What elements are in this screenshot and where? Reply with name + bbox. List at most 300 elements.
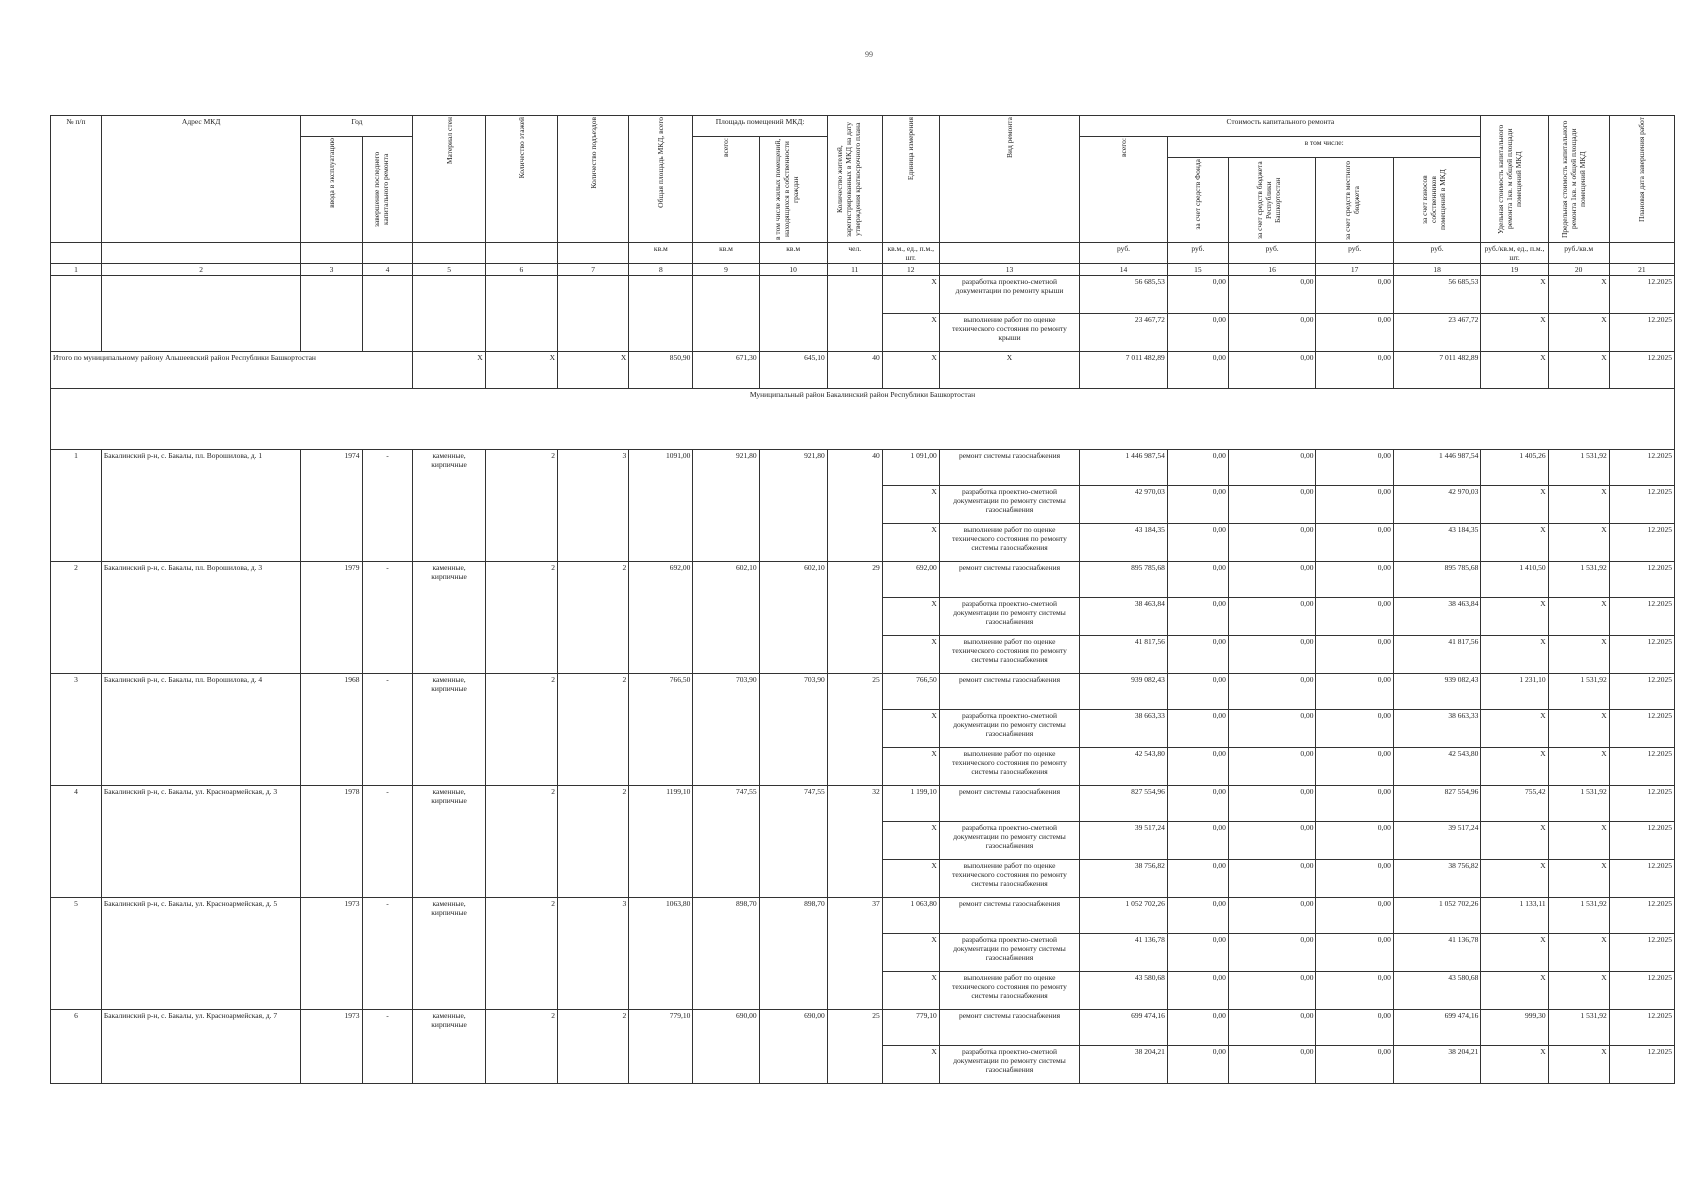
unit-cell: X	[882, 860, 939, 898]
cost-cell-mc: 1 531,92	[1548, 562, 1609, 598]
unit-cell: кв.м., ед., п.м., шт.	[882, 243, 939, 264]
cost-cell-date: 12.2025	[1609, 524, 1674, 562]
unit-cell: 1 199,10	[882, 786, 939, 822]
year-last-repair: -	[362, 450, 413, 562]
units-row	[51, 243, 1675, 264]
cost-cell-date: 12.2025	[1609, 822, 1674, 860]
col-number: 9	[693, 264, 759, 276]
cost-cell-rep: 0,00	[1228, 748, 1316, 786]
cost-cell-date: 12.2025	[1609, 674, 1674, 710]
page-number: 99	[865, 50, 873, 59]
col-number: 6	[485, 264, 557, 276]
total-cell-total: 7 011 482,89	[1080, 352, 1168, 389]
cost-cell-mc: X	[1548, 636, 1609, 674]
cost-cell-total: 38 663,33	[1080, 710, 1168, 748]
cost-cell-rep: 0,00	[1228, 898, 1316, 934]
unit-cell: руб.	[1228, 243, 1316, 264]
cost-cell-fund: 0,00	[1167, 276, 1228, 314]
cost-cell-uc: 999,30	[1481, 1010, 1548, 1046]
cost-cell-rep: 0,00	[1228, 314, 1316, 352]
cost-cell-date: 12.2025	[1609, 748, 1674, 786]
cost-cell-total: 38 463,84	[1080, 598, 1168, 636]
cost-cell-total: 43 580,68	[1080, 972, 1168, 1010]
residents-count: 32	[827, 786, 882, 898]
col-date-header: Плановая дата завершения работ	[1609, 116, 1674, 243]
cost-cell-fund: 0,00	[1167, 1046, 1228, 1084]
unit-cell: X	[882, 934, 939, 972]
unit-cell: X	[882, 598, 939, 636]
cost-cell-fund: 0,00	[1167, 822, 1228, 860]
house-number: 3	[51, 674, 102, 786]
house-address: Бакалинский р-н, с. Бакалы, пл. Ворошилова, д. 3	[101, 562, 301, 674]
cost-cell-fund: 0,00	[1167, 636, 1228, 674]
cost-cell-date: 12.2025	[1609, 860, 1674, 898]
col-num-header: № п/п	[51, 116, 102, 243]
wall-material: каменные, кирпичные	[413, 674, 485, 786]
repair-type-cell: ремонт системы газоснабжения	[939, 674, 1080, 710]
area-residential: 602,10	[759, 562, 827, 674]
col-year-group-header: Год	[301, 116, 413, 137]
col-number: 12	[882, 264, 939, 276]
cost-cell-date: 12.2025	[1609, 486, 1674, 524]
cost-cell-rep: 0,00	[1228, 450, 1316, 486]
year-commission: 1973	[301, 1010, 362, 1084]
unit-cell: 692,00	[882, 562, 939, 598]
year-last-repair: -	[362, 1010, 413, 1084]
table-row	[51, 674, 1675, 710]
cost-cell-mc: X	[1548, 748, 1609, 786]
cost-cell-fund: 0,00	[1167, 450, 1228, 486]
cost-cell-local: 0,00	[1316, 860, 1393, 898]
col-local-header: за счет средств местного бюджета	[1316, 158, 1393, 243]
house-number: 6	[51, 1010, 102, 1084]
year-commission: 1978	[301, 786, 362, 898]
cost-cell-fund: 0,00	[1167, 934, 1228, 972]
cost-cell-local: 0,00	[1316, 822, 1393, 860]
repair-type-cell: ремонт системы газоснабжения	[939, 562, 1080, 598]
cost-cell-total: 41 817,56	[1080, 636, 1168, 674]
cost-cell-rep: 0,00	[1228, 562, 1316, 598]
unit-cell: X	[882, 636, 939, 674]
total-cell-uc: X	[1481, 352, 1548, 389]
total-cell-date: 12.2025	[1609, 352, 1674, 389]
area-residential: 898,70	[759, 898, 827, 1010]
entrances-count: 2	[558, 1010, 629, 1084]
unit-cell: X	[882, 972, 939, 1010]
cost-cell-uc: X	[1481, 860, 1548, 898]
house-number: 4	[51, 786, 102, 898]
cost-cell-fund: 0,00	[1167, 898, 1228, 934]
col-repair-type-header: Вид ремонта	[939, 116, 1080, 243]
unit-cell: 779,10	[882, 1010, 939, 1046]
total-area: 692,00	[629, 562, 693, 674]
cost-cell-uc: X	[1481, 822, 1548, 860]
house-address: Бакалинский р-н, с. Бакалы, ул. Красноармейская, д. 5	[101, 898, 301, 1010]
cost-cell-rep: 0,00	[1228, 710, 1316, 748]
total-cell-entr: X	[558, 352, 629, 389]
col-number: 4	[362, 264, 413, 276]
unit-cell: руб./кв.м, ед., п.м., шт.	[1481, 243, 1548, 264]
col-max-cost-header: Предельная стоимость капитального ремонта 1кв. м общей площади помещений МКД	[1548, 116, 1609, 243]
cost-cell-date: 12.2025	[1609, 934, 1674, 972]
unit-cell: X	[882, 486, 939, 524]
total-cell-unit: X	[882, 352, 939, 389]
unit-cell: X	[882, 276, 939, 314]
col-wall-header: Материал стен	[413, 116, 485, 243]
empty-cell	[485, 276, 557, 352]
cost-cell-mc: X	[1548, 710, 1609, 748]
col-cost-group-header: Стоимость капитального ремонта	[1080, 116, 1481, 137]
area-residential: 690,00	[759, 1010, 827, 1084]
cost-cell-uc: X	[1481, 1046, 1548, 1084]
wall-material: каменные, кирпичные	[413, 562, 485, 674]
year-commission: 1968	[301, 674, 362, 786]
cost-cell-fund: 0,00	[1167, 524, 1228, 562]
cost-cell-date: 12.2025	[1609, 786, 1674, 822]
total-area: 779,10	[629, 1010, 693, 1084]
empty-cell	[759, 276, 827, 352]
area-residential: 921,80	[759, 450, 827, 562]
cost-cell-mc: 1 531,92	[1548, 450, 1609, 486]
cost-cell-uc: X	[1481, 710, 1548, 748]
empty-cell	[693, 276, 759, 352]
floors-count: 2	[485, 562, 557, 674]
cost-cell-mc: X	[1548, 972, 1609, 1010]
residents-count: 25	[827, 674, 882, 786]
total-area: 1063,80	[629, 898, 693, 1010]
wall-material: каменные, кирпичные	[413, 1010, 485, 1084]
house-address: Бакалинский р-н, с. Бакалы, ул. Красноармейская, д. 7	[101, 1010, 301, 1084]
cost-cell-total: 895 785,68	[1080, 562, 1168, 598]
total-cell-work: X	[939, 352, 1080, 389]
unit-cell	[939, 243, 1080, 264]
col-incl-header: в том числе:	[1167, 137, 1481, 158]
cost-cell-date: 12.2025	[1609, 710, 1674, 748]
repair-type-cell: выполнение работ по оценке технического состояния по ремонту системы газоснабжения	[939, 972, 1080, 1010]
entrances-count: 3	[558, 450, 629, 562]
unit-cell	[101, 243, 301, 264]
area-all: 921,80	[693, 450, 759, 562]
col-number: 20	[1548, 264, 1609, 276]
table-row	[51, 562, 1675, 598]
cost-cell-rep: 0,00	[1228, 934, 1316, 972]
total-area: 1199,10	[629, 786, 693, 898]
cost-cell-local: 0,00	[1316, 598, 1393, 636]
cost-cell-mc: X	[1548, 524, 1609, 562]
repair-type-cell: разработка проектно-сметной документации по ремонту крыши	[939, 276, 1080, 314]
table-row	[51, 450, 1675, 486]
repair-type-cell: ремонт системы газоснабжения	[939, 450, 1080, 486]
cost-cell-mc: X	[1548, 598, 1609, 636]
cost-cell-fund: 0,00	[1167, 562, 1228, 598]
cost-cell-total: 1 446 987,54	[1080, 450, 1168, 486]
empty-cell	[362, 276, 413, 352]
area-residential: 747,55	[759, 786, 827, 898]
col-address-header: Адрес МКД	[101, 116, 301, 243]
unit-cell: X	[882, 710, 939, 748]
col-number: 19	[1481, 264, 1548, 276]
cost-cell-owners: 1 052 702,26	[1393, 898, 1481, 934]
col-number: 2	[101, 264, 301, 276]
area-residential: 703,90	[759, 674, 827, 786]
year-last-repair: -	[362, 674, 413, 786]
unit-cell: 1 063,80	[882, 898, 939, 934]
entrances-count: 3	[558, 898, 629, 1010]
cost-cell-uc: 1 410,50	[1481, 562, 1548, 598]
cost-cell-fund: 0,00	[1167, 710, 1228, 748]
cost-cell-uc: 1 133,11	[1481, 898, 1548, 934]
unit-cell: руб.	[1080, 243, 1168, 264]
repair-type-cell: выполнение работ по оценке технического состояния по ремонту системы газоснабжения	[939, 748, 1080, 786]
cost-cell-date: 12.2025	[1609, 898, 1674, 934]
cost-cell-owners: 23 467,72	[1393, 314, 1481, 352]
repair-type-cell: разработка проектно-сметной документации по ремонту системы газоснабжения	[939, 822, 1080, 860]
cost-cell-uc: X	[1481, 314, 1548, 352]
residents-count: 37	[827, 898, 882, 1010]
cost-cell-fund: 0,00	[1167, 598, 1228, 636]
col-total-area-header: Общая площадь МКД, всего	[629, 116, 693, 243]
repair-type-cell: разработка проектно-сметной документации по ремонту системы газоснабжения	[939, 1046, 1080, 1084]
cost-cell-owners: 1 446 987,54	[1393, 450, 1481, 486]
area-all: 703,90	[693, 674, 759, 786]
cost-cell-local: 0,00	[1316, 898, 1393, 934]
cost-cell-owners: 827 554,96	[1393, 786, 1481, 822]
year-commission: 1973	[301, 898, 362, 1010]
cost-cell-rep: 0,00	[1228, 524, 1316, 562]
cost-cell-total: 43 184,35	[1080, 524, 1168, 562]
entrances-count: 2	[558, 674, 629, 786]
cost-cell-total: 41 136,78	[1080, 934, 1168, 972]
house-address: Бакалинский р-н, с. Бакалы, ул. Красноармейская, д. 3	[101, 786, 301, 898]
wall-material: каменные, кирпичные	[413, 898, 485, 1010]
unit-cell	[413, 243, 485, 264]
cost-cell-fund: 0,00	[1167, 786, 1228, 822]
total-cell-residents: 40	[827, 352, 882, 389]
unit-cell: X	[882, 524, 939, 562]
wall-material: каменные, кирпичные	[413, 786, 485, 898]
cost-cell-date: 12.2025	[1609, 562, 1674, 598]
cost-cell-rep: 0,00	[1228, 822, 1316, 860]
cost-cell-local: 0,00	[1316, 276, 1393, 314]
year-last-repair: -	[362, 786, 413, 898]
cost-cell-rep: 0,00	[1228, 276, 1316, 314]
col-area-res-header: в том числе жилых помещений, находящихся в собственности граждан	[759, 137, 827, 243]
unit-cell: 1 091,00	[882, 450, 939, 486]
unit-cell: чел.	[827, 243, 882, 264]
cost-cell-owners: 41 136,78	[1393, 934, 1481, 972]
cost-cell-local: 0,00	[1316, 1010, 1393, 1046]
cost-cell-rep: 0,00	[1228, 860, 1316, 898]
cost-cell-rep: 0,00	[1228, 486, 1316, 524]
cost-cell-mc: X	[1548, 1046, 1609, 1084]
unit-cell	[51, 243, 102, 264]
house-number: 5	[51, 898, 102, 1010]
entrances-count: 2	[558, 562, 629, 674]
residents-count: 29	[827, 562, 882, 674]
cost-cell-uc: X	[1481, 486, 1548, 524]
unit-cell	[362, 243, 413, 264]
repair-type-cell: ремонт системы газоснабжения	[939, 786, 1080, 822]
total-area: 766,50	[629, 674, 693, 786]
cost-cell-owners: 42 970,03	[1393, 486, 1481, 524]
cost-cell-local: 0,00	[1316, 748, 1393, 786]
cost-cell-owners: 38 204,21	[1393, 1046, 1481, 1084]
repair-type-cell: выполнение работ по оценке технического состояния по ремонту крыши	[939, 314, 1080, 352]
column-numbers-row	[51, 264, 1675, 276]
cost-cell-total: 827 554,96	[1080, 786, 1168, 822]
empty-cell	[301, 276, 362, 352]
cost-cell-mc: 1 531,92	[1548, 898, 1609, 934]
col-entrances-header: Количество подъездов	[558, 116, 629, 243]
unit-cell: руб./кв.м	[1548, 243, 1609, 264]
empty-cell	[51, 276, 102, 352]
repair-type-cell: разработка проектно-сметной документации по ремонту системы газоснабжения	[939, 486, 1080, 524]
col-area-all-header: всего:	[693, 137, 759, 243]
col-floors-header: Количество этажей	[485, 116, 557, 243]
cost-cell-local: 0,00	[1316, 314, 1393, 352]
col-number: 11	[827, 264, 882, 276]
unit-cell: 766,50	[882, 674, 939, 710]
empty-cell	[413, 276, 485, 352]
cost-cell-date: 12.2025	[1609, 598, 1674, 636]
table-body	[51, 276, 1675, 1084]
col-number: 10	[759, 264, 827, 276]
area-all: 690,00	[693, 1010, 759, 1084]
unit-cell: X	[882, 1046, 939, 1084]
cost-cell-fund: 0,00	[1167, 486, 1228, 524]
col-number: 21	[1609, 264, 1674, 276]
cost-cell-total: 39 517,24	[1080, 822, 1168, 860]
unit-cell: кв.м	[693, 243, 759, 264]
cost-cell-total: 38 756,82	[1080, 860, 1168, 898]
cost-cell-mc: X	[1548, 276, 1609, 314]
floors-count: 2	[485, 1010, 557, 1084]
cost-cell-mc: X	[1548, 822, 1609, 860]
area-all: 602,10	[693, 562, 759, 674]
repair-plan-table	[50, 115, 1675, 1084]
year-last-repair: -	[362, 898, 413, 1010]
cost-cell-mc: 1 531,92	[1548, 786, 1609, 822]
cost-cell-local: 0,00	[1316, 710, 1393, 748]
cost-cell-mc: X	[1548, 314, 1609, 352]
cost-cell-owners: 38 463,84	[1393, 598, 1481, 636]
repair-type-cell: выполнение работ по оценке технического состояния по ремонту системы газоснабжения	[939, 860, 1080, 898]
col-number: 1	[51, 264, 102, 276]
empty-cell	[629, 276, 693, 352]
unit-cell: кв.м	[759, 243, 827, 264]
col-number: 15	[1167, 264, 1228, 276]
floors-count: 2	[485, 450, 557, 562]
col-cost-total-header: всего:	[1080, 137, 1168, 243]
repair-type-cell: разработка проектно-сметной документации по ремонту системы газоснабжения	[939, 598, 1080, 636]
cost-cell-owners: 895 785,68	[1393, 562, 1481, 598]
cost-cell-total: 42 970,03	[1080, 486, 1168, 524]
col-fund-header: за счет средств Фонда	[1167, 158, 1228, 243]
total-cell-rep: 0,00	[1228, 352, 1316, 389]
total-cell-area_all: 671,30	[693, 352, 759, 389]
repair-type-cell: разработка проектно-сметной документации по ремонту системы газоснабжения	[939, 710, 1080, 748]
cost-cell-date: 12.2025	[1609, 314, 1674, 352]
cost-cell-uc: X	[1481, 934, 1548, 972]
col-number: 14	[1080, 264, 1168, 276]
unit-cell	[558, 243, 629, 264]
col-residents-header: Количество жителей, зарегистрированных в МКД на дату утверждения краткосрочного плана	[827, 116, 882, 243]
cost-cell-rep: 0,00	[1228, 674, 1316, 710]
total-area: 1091,00	[629, 450, 693, 562]
repair-type-cell: ремонт системы газоснабжения	[939, 898, 1080, 934]
cost-cell-total: 56 685,53	[1080, 276, 1168, 314]
unit-cell	[485, 243, 557, 264]
cost-cell-fund: 0,00	[1167, 1010, 1228, 1046]
repair-type-cell: выполнение работ по оценке технического состояния по ремонту системы газоснабжения	[939, 524, 1080, 562]
district-total-row	[51, 352, 1675, 389]
cost-cell-uc: X	[1481, 276, 1548, 314]
unit-cell: руб.	[1393, 243, 1481, 264]
cost-cell-uc: 1 231,10	[1481, 674, 1548, 710]
cost-cell-rep: 0,00	[1228, 786, 1316, 822]
cost-cell-fund: 0,00	[1167, 860, 1228, 898]
cost-cell-local: 0,00	[1316, 674, 1393, 710]
cost-cell-date: 12.2025	[1609, 1046, 1674, 1084]
cost-cell-total: 38 204,21	[1080, 1046, 1168, 1084]
cost-cell-local: 0,00	[1316, 524, 1393, 562]
cost-cell-rep: 0,00	[1228, 598, 1316, 636]
cost-cell-owners: 43 184,35	[1393, 524, 1481, 562]
total-cell-area_res: 645,10	[759, 352, 827, 389]
unit-cell	[301, 243, 362, 264]
cost-cell-date: 12.2025	[1609, 636, 1674, 674]
col-number: 3	[301, 264, 362, 276]
house-number: 2	[51, 562, 102, 674]
area-all: 747,55	[693, 786, 759, 898]
cost-cell-owners: 43 580,68	[1393, 972, 1481, 1010]
col-number: 8	[629, 264, 693, 276]
cost-cell-owners: 939 082,43	[1393, 674, 1481, 710]
cost-cell-total: 699 474,16	[1080, 1010, 1168, 1046]
col-number: 17	[1316, 264, 1393, 276]
cost-cell-local: 0,00	[1316, 450, 1393, 486]
repair-type-cell: выполнение работ по оценке технического состояния по ремонту системы газоснабжения	[939, 636, 1080, 674]
cost-cell-uc: 1 405,26	[1481, 450, 1548, 486]
cost-cell-owners: 56 685,53	[1393, 276, 1481, 314]
empty-cell	[827, 276, 882, 352]
col-last-repair-header: завершение последнего капитального ремонта	[362, 137, 413, 243]
area-all: 898,70	[693, 898, 759, 1010]
cost-cell-owners: 41 817,56	[1393, 636, 1481, 674]
cost-cell-mc: X	[1548, 860, 1609, 898]
cost-cell-fund: 0,00	[1167, 674, 1228, 710]
cost-cell-total: 23 467,72	[1080, 314, 1168, 352]
cost-cell-date: 12.2025	[1609, 972, 1674, 1010]
col-republic-header: за счет средств бюджета Республики Башкортостан	[1228, 158, 1316, 243]
col-number: 13	[939, 264, 1080, 276]
col-unit-header: Единица измерения	[882, 116, 939, 243]
cost-cell-mc: 1 531,92	[1548, 674, 1609, 710]
unit-cell	[1609, 243, 1674, 264]
cost-cell-rep: 0,00	[1228, 1046, 1316, 1084]
cost-cell-local: 0,00	[1316, 636, 1393, 674]
year-last-repair: -	[362, 562, 413, 674]
residents-count: 25	[827, 1010, 882, 1084]
house-address: Бакалинский р-н, с. Бакалы, пл. Ворошилова, д. 1	[101, 450, 301, 562]
table-row	[51, 786, 1675, 822]
cost-cell-owners: 699 474,16	[1393, 1010, 1481, 1046]
cost-cell-owners: 39 517,24	[1393, 822, 1481, 860]
cost-cell-uc: 755,42	[1481, 786, 1548, 822]
col-number: 7	[558, 264, 629, 276]
cost-cell-owners: 38 663,33	[1393, 710, 1481, 748]
cost-cell-total: 1 052 702,26	[1080, 898, 1168, 934]
